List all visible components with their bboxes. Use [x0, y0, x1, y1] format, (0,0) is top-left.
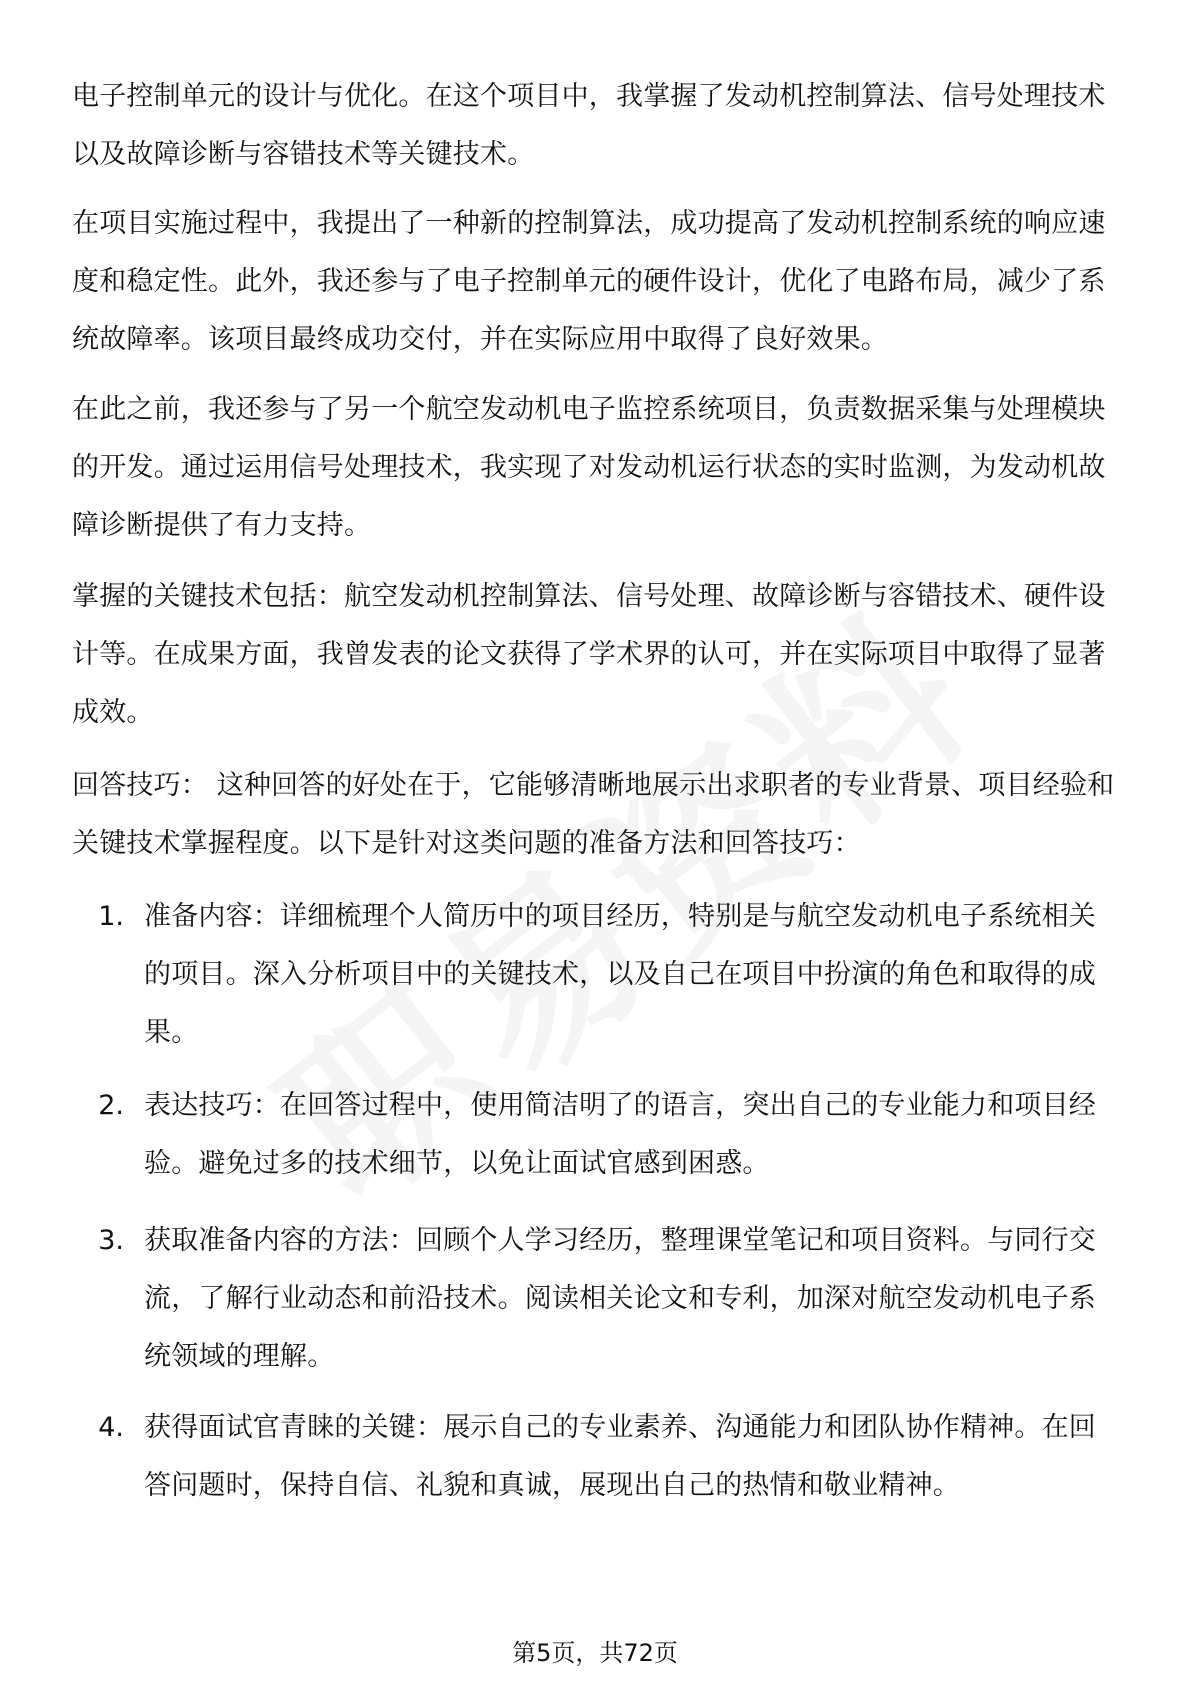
list-number: 1.	[98, 901, 124, 932]
list-number: 3.	[98, 1225, 124, 1256]
page-footer: 第5页，共72页	[512, 1639, 678, 1667]
list-item	[72, 1077, 1117, 1193]
paragraph-4: 掌握的关键技术包括：航空发动机控制算法、信号处理、故障诊断与容错技术、硬件设计等。在成果方面，我曾发表的论文获得了学术界的认可，并在实际项目中取得了显著成效。	[72, 581, 1106, 728]
list-item	[72, 1399, 1117, 1515]
list-text: 准备内容：详细梳理个人简历中的项目经历，特别是与航空发动机电子系统相关的项目。深入分析项目中的关键技术，以及自己在项目中扮演的角色和取得的成果。	[144, 901, 1096, 1048]
list-item	[72, 888, 1117, 1062]
list-text: 获得面试官青睐的关键：展示自己的专业素养、沟通能力和团队协作精神。在回答问题时，保持自信、礼貌和真诚，展现出自己的热情和敬业精神。	[144, 1412, 1096, 1501]
list-item	[72, 1212, 1117, 1386]
list-number: 4.	[98, 1412, 124, 1443]
list-number: 2.	[98, 1090, 124, 1121]
paragraph-3: 在此之前，我还参与了另一个航空发动机电子监控系统项目，负责数据采集与处理模块的开发。通过运用信号处理技术，我实现了对发动机运行状态的实时监测，为发动机故障诊断提供了有力支持。	[72, 394, 1106, 541]
paragraph-answer-tips: 回答技巧： 这种回答的好处在于，它能够清晰地展示出求职者的专业背景、项目经验和关键技术掌握程度。以下是针对这类问题的准备方法和回答技巧：	[72, 770, 1115, 859]
list-text: 表达技巧：在回答过程中，使用简洁明了的语言，突出自己的专业能力和项目经验。避免过多的技术细节，以免让面试官感到困惑。	[144, 1090, 1096, 1179]
paragraph-2: 在项目实施过程中，我提出了一种新的控制算法，成功提高了发动机控制系统的响应速度和稳定性。此外，我还参与了电子控制单元的硬件设计，优化了电路布局，减少了系统故障率。该项目最终成功交付，并在实际应用中取得了良好效果。	[72, 208, 1106, 355]
paragraph-1: 电子控制单元的设计与优化。在这个项目中，我掌握了发动机控制算法、信号处理技术以及故障诊断与容错技术等关键技术。	[72, 81, 1106, 170]
list-text: 获取准备内容的方法：回顾个人学习经历，整理课堂笔记和项目资料。与同行交流，了解行业动态和前沿技术。阅读相关论文和专利，加深对航空发动机电子系统领域的理解。	[144, 1225, 1096, 1372]
